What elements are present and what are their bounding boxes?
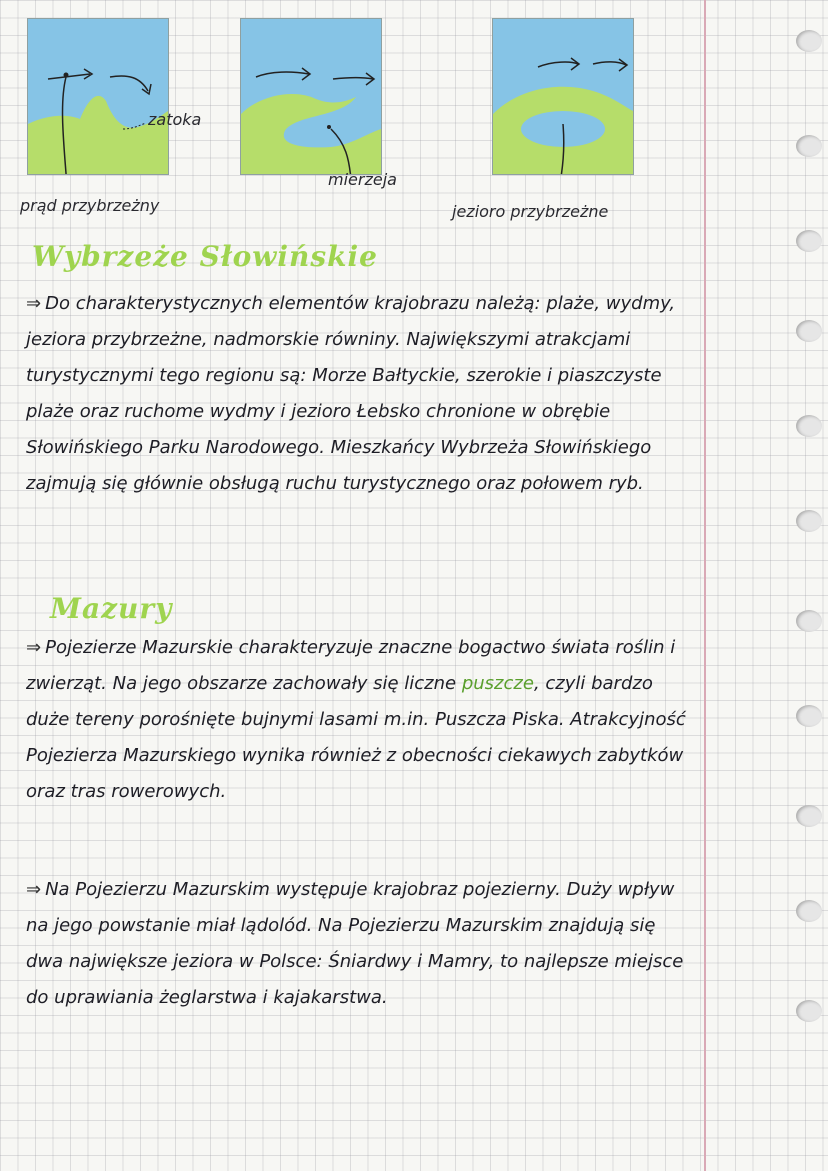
lake-drawing xyxy=(493,19,633,174)
heading-wybrzeze-slowinskie: Wybrzeże Słowińskie xyxy=(32,240,378,273)
paragraph-wybrzeze xyxy=(26,286,698,502)
binder-hole xyxy=(796,320,822,342)
paragraph-mazury-text-1: Pojezierze Mazurskie charakteryzuje znaczne bogactwo świata roślin i zwierząt. Na jego obszarze zachowały się liczne xyxy=(26,637,676,694)
binder-hole xyxy=(796,1000,822,1022)
sketch-lake xyxy=(492,18,634,175)
binder-hole xyxy=(796,805,822,827)
binder-hole xyxy=(796,230,822,252)
sketch-bay xyxy=(27,18,169,175)
caption-spit: mierzeja xyxy=(328,170,397,189)
binder-hole xyxy=(796,30,822,52)
binder-hole xyxy=(796,135,822,157)
heading-mazury: Mazury xyxy=(50,592,173,625)
paragraph-pojezierze-text: Na Pojezierzu Mazurskim występuje krajobraz pojezierny. Duży wpływ na jego powstanie miał lądolód. Na Pojezierzu Mazurskim znajdują się dwa największe jeziora w Polsce: Śniardwy i Mamry, to najlepsze miejsce do uprawiania żeglarstwa i kajakarstwa. xyxy=(26,879,684,1008)
paragraph-mazury xyxy=(26,630,698,810)
bay-drawing xyxy=(28,19,168,174)
binder-holes xyxy=(788,0,828,1171)
binder-hole xyxy=(796,510,822,532)
binder-hole xyxy=(796,415,822,437)
paragraph-mazury-text-2: , czyli bardzo duże tereny porośnięte bujnymi lasami m.in. Puszcza Piska. Atrakcyjność Pojezierza Mazurskiego wynika również z obecności ciekawych zabytków oraz tras rowerowych. xyxy=(26,673,686,802)
page-margin-line xyxy=(704,0,706,1171)
arrow-icon: ⇒ xyxy=(26,293,42,314)
paragraph-pojezierze xyxy=(26,872,698,1016)
caption-lake: jezioro przybrzeżne xyxy=(452,202,609,221)
arrow-icon: ⇒ xyxy=(26,637,42,658)
spit-drawing xyxy=(241,19,381,174)
sketch-spit xyxy=(240,18,382,175)
paragraph-wybrzeze-text: Do charakterystycznych elementów krajobrazu należą: plaże, wydmy, jeziora przybrzeżne, nadmorskie równiny. Największymi atrakcjami turystycznymi tego regionu są: Morze Bałtyckie, szerokie i piaszczyste plaże oraz ruchome wydmy i jezioro Łebsko chronione w obrębie Słowińskiego Parku Narodowego. Mieszkańcy Wybrzeża Słowińskiego zajmują się głównie obsługą ruchu turystycznego oraz połowem ryb. xyxy=(26,293,676,494)
arrow-icon: ⇒ xyxy=(26,879,42,900)
binder-hole xyxy=(796,610,822,632)
caption-bay: zatoka xyxy=(148,110,202,129)
binder-hole xyxy=(796,705,822,727)
caption-current: prąd przybrzeżny xyxy=(20,196,160,215)
paragraph-mazury-highlight: puszcze xyxy=(461,673,534,694)
binder-hole xyxy=(796,900,822,922)
